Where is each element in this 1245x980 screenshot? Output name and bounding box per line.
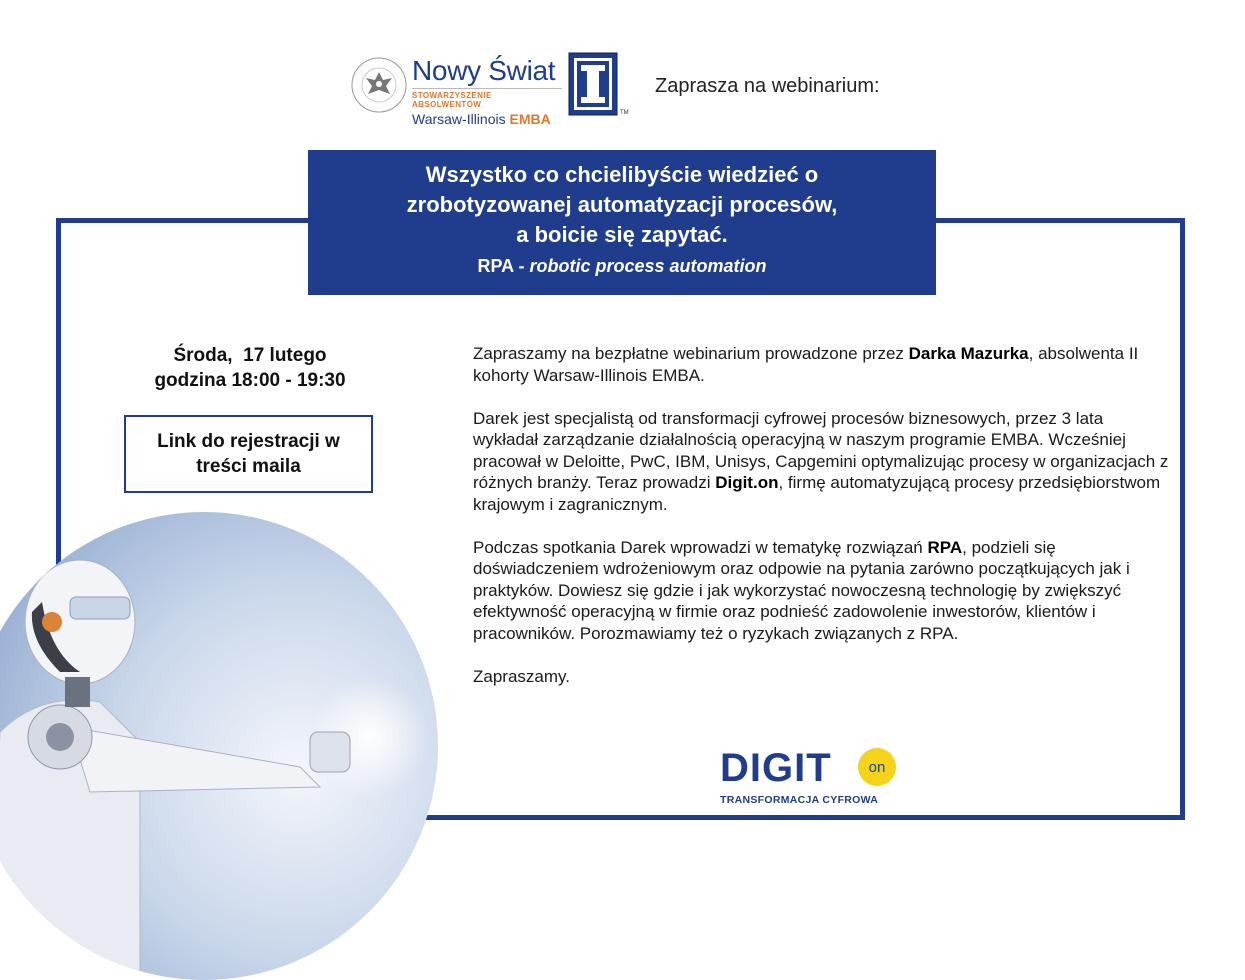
program-prefix: Warsaw-Illinois [412, 111, 506, 127]
university-seal-icon [350, 56, 408, 114]
p2-text-b: , firmę automatyzującą procesy przedsiębiorstwom krajowym i zagranicznym. [473, 473, 1161, 514]
registration-line-1: Link do rejestracji w [157, 431, 340, 452]
p1-text-a: Zapraszamy na bezpłatne webinarium prowadzone przez [473, 344, 909, 363]
logo-subtitle: STOWARZYSZENIE ABSOLWENTÓW [412, 88, 562, 109]
event-date: Środa, 17 lutego [173, 345, 327, 366]
event-date-time [120, 343, 380, 393]
paragraph-3 [473, 537, 1173, 645]
logo-text [412, 56, 562, 127]
paragraph-1 [473, 343, 1173, 386]
title-line-2: zrobotyzowanej automatyzacji procesów, [406, 192, 838, 217]
title-subtitle [308, 256, 936, 277]
company-name: Digit.on [715, 473, 779, 492]
digit-on-logo [720, 746, 920, 810]
digit-on-badge: on [858, 748, 896, 786]
title-banner [308, 150, 936, 295]
paragraph-4: Zapraszamy. [473, 666, 570, 686]
rpa-term: RPA [927, 537, 963, 557]
invite-text: Zaprasza na webinarium: [655, 75, 880, 97]
paragraph-2 [473, 408, 1173, 516]
speaker-name: Darka Mazurka [908, 344, 1029, 363]
digit-word: DIGIT [720, 746, 832, 790]
subtitle-prefix: RPA - [477, 256, 530, 276]
title-line-3: a boicie się zapytać. [516, 222, 728, 247]
digit-tagline: TRANSFORMACJA CYFROWA [720, 794, 879, 806]
event-time: godzina 18:00 - 19:30 [154, 370, 346, 391]
illinois-column-icon [568, 52, 618, 116]
trademark: TM [620, 110, 629, 116]
p3-text-a: Podczas spotkania Darek wprowadzi w tematykę rozwiązań [473, 537, 928, 557]
p2-text-a: Darek jest specjalistą od transformacji cyfrowej procesów biznesowych, przez 3 lata wykładał zarządzanie działalnością operacyjną w naszym programie EMBA. Wcześniej pracował w Deloitte, PwC, IBM, Unisys, Capgemini optymalizując procesy w organizacjach z różnych branży. Teraz prowadzi [473, 408, 1169, 492]
logo-name: Nowy Świat [412, 55, 556, 86]
subtitle-italic: robotic process automation [529, 256, 767, 276]
logo-program [412, 111, 562, 127]
program-suffix: EMBA [509, 111, 551, 127]
registration-line-2: treści maila [196, 456, 301, 477]
description [473, 343, 1173, 709]
registration-note [124, 415, 373, 493]
p3-text-b: , podzieli się doświadczeniem wdrożeniowym oraz odpowie na pytania zarówno początkujących jak i praktyków. Dowiesz się gdzie i jak wykorzystać nowoczesną technologię by zwiększyć efektywność operacyjną w firmie oraz podnieść zadowolenie inwestorów, klientów i pracowników. Porozmawiamy też o ryzykach związanych z RPA. [473, 537, 1130, 643]
title-line-1: Wszystko co chcielibyście wiedzieć o [425, 162, 819, 187]
association-logo [350, 52, 630, 127]
p1-text-b: , absolwenta II kohorty Warsaw-Illinois EMBA. [473, 344, 1139, 385]
